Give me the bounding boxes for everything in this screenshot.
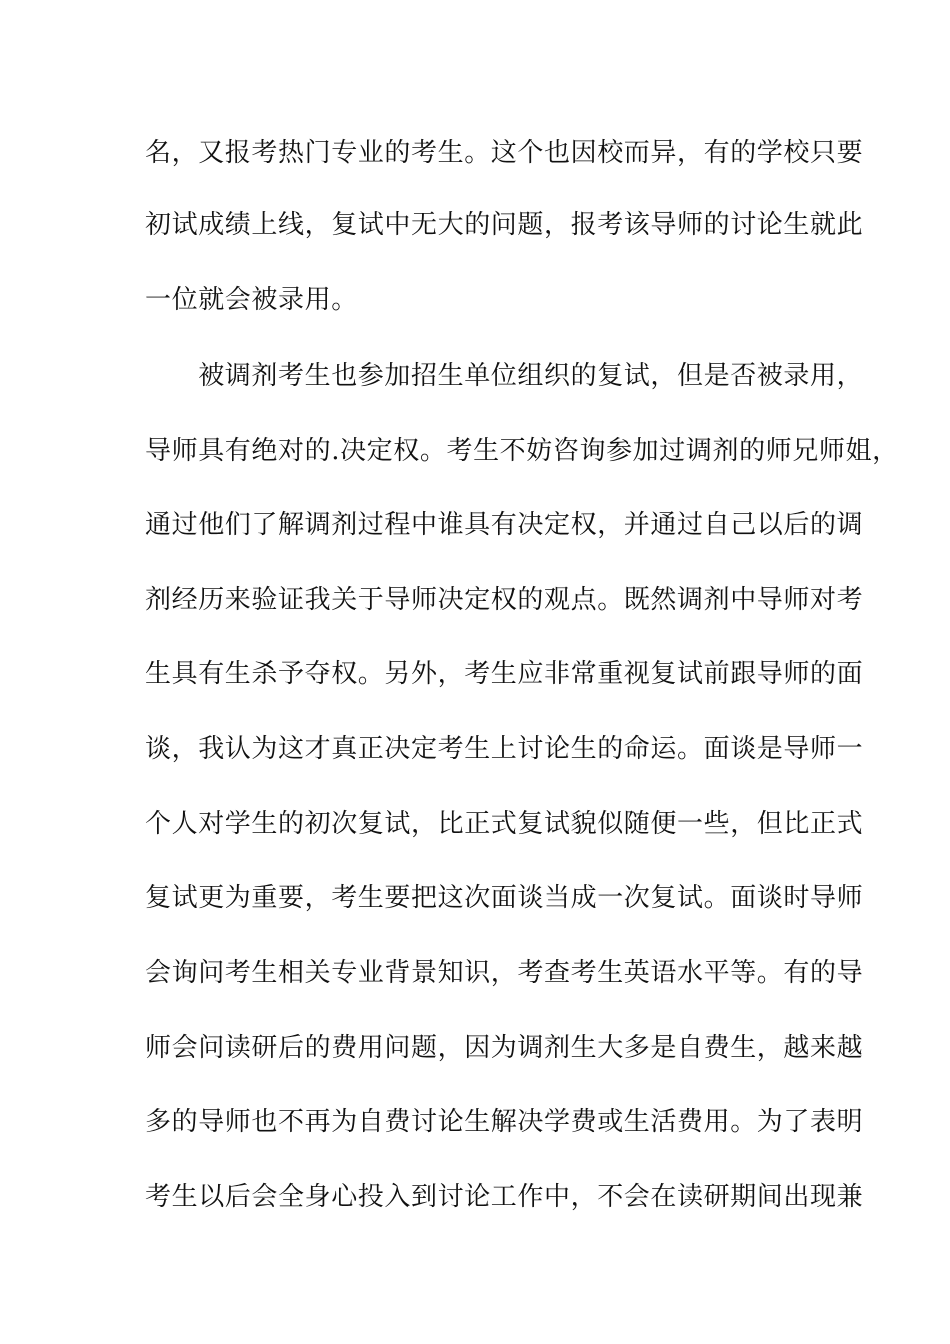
text-line: 导师具有绝对的.决定权。考生不妨咨询参加过调剂的师兄师姐， [145, 436, 899, 466]
text-line: 考生以后会全身心投入到讨论工作中，不会在读研期间出现兼 [145, 1182, 864, 1212]
text-line: 一位就会被录用。 [145, 285, 358, 315]
text-line: 复试更为重要，考生要把这次面谈当成一次复试。面谈时导师 [145, 883, 864, 913]
text-line: 多的导师也不再为自费讨论生解决学费或生活费用。为了表明 [145, 1107, 864, 1137]
text-line: 生具有生杀予夺权。另外，考生应非常重视复试前跟导师的面 [145, 659, 864, 689]
text-line: 通过他们了解调剂过程中谁具有决定权，并通过自己以后的调 [145, 510, 864, 540]
text-line: 谈，我认为这才真正决定考生上讨论生的命运。面谈是导师一 [145, 734, 864, 764]
text-line: 名，又报考热门专业的考生。这个也因校而异，有的学校只要 [145, 138, 864, 168]
text-line: 被调剂考生也参加招生单位组织的复试，但是否被录用， [145, 361, 864, 391]
text-line: 剂经历来验证我关于导师决定权的观点。既然调剂中导师对考 [145, 585, 864, 615]
text-line: 师会问读研后的费用问题，因为调剂生大多是自费生，越来越 [145, 1033, 864, 1063]
text-line: 个人对学生的初次复试，比正式复试貌似随便一些，但比正式 [145, 809, 864, 839]
text-line: 会询问考生相关专业背景知识，考查考生英语水平等。有的导 [145, 958, 864, 988]
text-line: 初试成绩上线，复试中无大的问题，报考该导师的讨论生就此 [145, 210, 864, 240]
